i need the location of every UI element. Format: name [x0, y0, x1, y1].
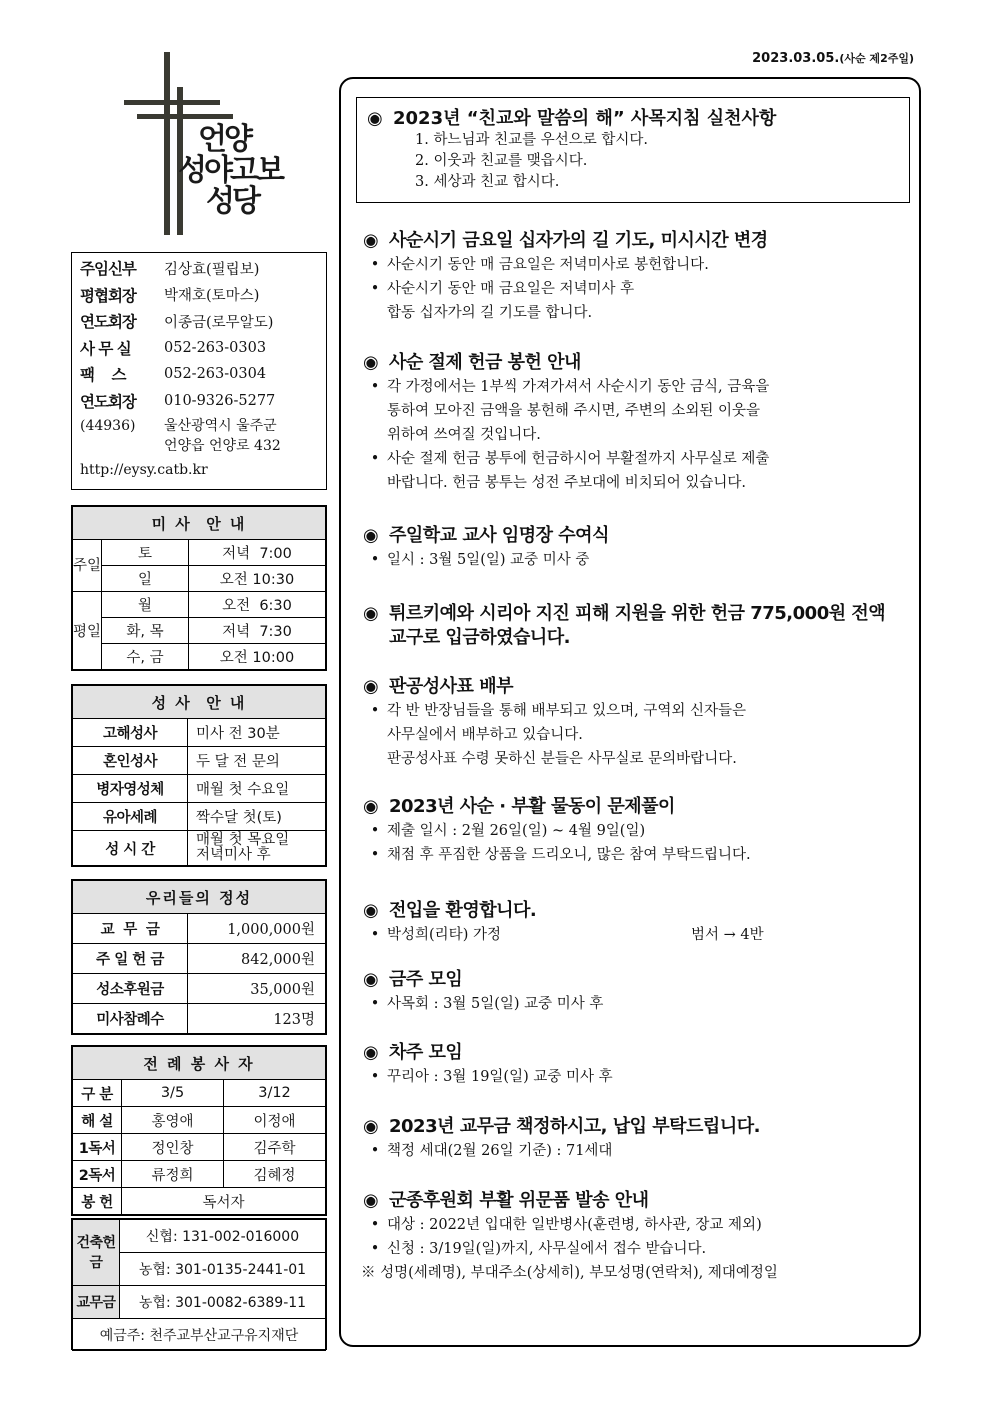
notice-bullet: • 신청 : 3/19일(일)까지, 사무실에서 접수 받습니다.: [370, 1241, 707, 1257]
notice-11: [363, 1189, 908, 1285]
notice-title: ◉ 2023년 교무금 책정하시고, 납입 부탁드립니다.: [363, 1116, 760, 1137]
notice-2: [363, 351, 908, 495]
notice-10: [363, 1115, 908, 1163]
notice-bullet: • 사순시기 동안 매 금요일은 저녁미사 후 합동 십자가의 길 기도를 합니다.: [370, 281, 635, 321]
notice-bullet: • 각 반 반장님들을 통해 배부되고 있으며, 구역외 신자들은 사무실에서 배부하고 있습니다. 판공성사표 수령 못하신 분들은 사무실로 문의바랍니다.: [370, 703, 747, 767]
info-row-yeondo: 연도회장 이종금(로무알도): [80, 313, 274, 332]
notice-title: ◉ 금주 모임: [363, 969, 463, 990]
notice-bullet: • 일시 : 3월 5일(일) 교중 미사 중: [370, 552, 590, 568]
notice-bullet: • 박성희(리타) 가정 범서 → 4반: [370, 927, 764, 943]
bank-account-table: 건축헌금 신협: 131-002-016000 농협: 301-0135-2441-01 교무금 농협: 301-0082-6389-11 예금주: 천주교부산교구유지재단: [71, 1218, 327, 1350]
notice-title-cont: 교구로 입금하였습니다.: [389, 627, 570, 648]
notice-1: [363, 229, 908, 325]
pastoral-guideline-box: ◉ 2023년 “친교와 말씀의 해” 사목지침 실천사항 1. 하느님과 친교를 우선으로 합시다. 2. 이웃과 친교를 맺읍시다. 3. 세상과 친교 합시다.: [356, 97, 910, 203]
notice-board: [339, 77, 921, 1347]
notice-title: ◉ 튀르키예와 시리아 지진 피해 지원을 위한 헌금 775,000원 전액: [363, 603, 886, 624]
sacrament-table: 성 사 안 내 고해성사 미사 전 30분 혼인성사 두 달 전 문의 병자영성체 매월 첫 수요일 유아세례 짝수달 첫(토) 성 시 간 매월 첫 목요일 저녁미사 후: [71, 684, 327, 867]
info-row-office: 사 무 실 052-263-0303: [80, 339, 267, 358]
address: (44936) 울산광역시 울주군 언양읍 언양로 432: [80, 418, 281, 454]
mass-title: 미 사 안 내: [73, 507, 326, 540]
notice-bullet: • 사목회 : 3월 5일(일) 교중 미사 후: [370, 996, 604, 1012]
info-row-fax: 팩 스 052-263-0304: [80, 366, 267, 385]
notice-8: [363, 968, 908, 1016]
parish-name: 언양 성야고보 성당: [178, 122, 282, 219]
transfer-info: 범서 → 4반: [690, 927, 764, 943]
weekday-label: 평일: [73, 592, 102, 670]
notice-title: ◉ 군종후원회 부활 위문품 발송 안내: [363, 1190, 649, 1211]
notice-9: [363, 1041, 908, 1089]
notice-5: [363, 675, 908, 771]
notice-bullet: • 꾸리아 : 3월 19일(일) 교중 미사 후: [370, 1069, 613, 1085]
notice-bullet: • 대상 : 2022년 입대한 일반병사(훈련병, 하사관, 장교 제외): [370, 1217, 762, 1233]
liturgy-server-table: 전 례 봉 사 자 구 분 3/5 3/12 해 설 홍영애 이정애 1독서 정인창 김주학 2독서 류정희 김혜정 봉 헌 독서자: [71, 1045, 327, 1216]
info-row-pastor: 주임신부 김상효(필립보): [80, 260, 260, 279]
website-link[interactable]: http://eysy.catb.kr: [80, 462, 208, 478]
notice-3: [363, 524, 908, 572]
building-fund-label: 건축헌금: [73, 1220, 120, 1286]
sunday-label: 주일: [73, 540, 102, 592]
notice-6: [363, 795, 908, 867]
cross-horizontal-bar-1: [124, 100, 220, 105]
notice-title: ◉ 사순시기 금요일 십자가의 길 기도, 미시시간 변경: [363, 230, 768, 251]
bulletin-date: 2023.03.05.(사순 제2주일): [752, 51, 914, 66]
cross-horizontal-bar-2: [137, 114, 233, 119]
offering-table: 우리들의 정성 교 무 금 1,000,000원 주 일 헌 금 842,000원 성소후원금 35,000원 미사참례수 123명: [71, 879, 327, 1035]
parish-info-box: [71, 252, 327, 490]
notice-bullet: • 책정 세대(2월 26일 기준) : 71세대: [370, 1143, 613, 1159]
notice-4: [363, 602, 908, 650]
info-row-council: 평협회장 박재호(토마스): [80, 286, 260, 305]
mass-schedule-table: 미 사 안 내 주일 토 저녁 7:00 일 오전 10:30 평일 월 오전 6:30 화, 목 저녁 7:30 수, 금 오전 10:00: [71, 505, 327, 671]
notice-title: ◉ 전입을 환영합니다.: [363, 900, 537, 921]
notice-bullet: • 각 가정에서는 1부씩 가져가셔서 사순시기 동안 금식, 금육을 통하여 모아진 금액을 봉헌해 주시면, 주변의 소외된 이웃을 위하여 쓰여질 것입니다.: [370, 379, 770, 443]
notice-bullet: • 사순 절제 헌금 봉투에 헌금하시어 부활절까지 사무실로 제출 바랍니다. 헌금 봉투는 성전 주보대에 비치되어 있습니다.: [370, 451, 770, 491]
info-row-yeondo-phone: 연도회장 010-9326-5277: [80, 392, 276, 411]
notice-title: ◉ 차주 모임: [363, 1042, 463, 1063]
notice-note: ※ 성명(세례명), 부대주소(상세히), 부모성명(연락처), 제대예정일: [361, 1265, 778, 1281]
notice-7: [363, 899, 908, 947]
notice-bullet: • 제출 일시 : 2월 26일(일) ~ 4월 9일(일): [370, 823, 646, 839]
notice-bullet: • 사순시기 동안 매 금요일은 저녁미사로 봉헌합니다.: [370, 257, 709, 273]
notice-bullet: • 채점 후 푸짐한 상품을 드리오니, 많은 참여 부탁드립니다.: [370, 847, 751, 863]
parish-logo: [122, 52, 302, 237]
cross-vertical-bar-1: [164, 52, 170, 235]
notice-title: ◉ 2023년 사순 · 부활 물동이 문제풀이: [363, 796, 675, 817]
notice-title: ◉ 판공성사표 배부: [363, 676, 513, 697]
notice-title: ◉ 주일학교 교사 임명장 수여식: [363, 525, 609, 546]
notice-title: ◉ 사순 절제 헌금 봉헌 안내: [363, 352, 581, 373]
